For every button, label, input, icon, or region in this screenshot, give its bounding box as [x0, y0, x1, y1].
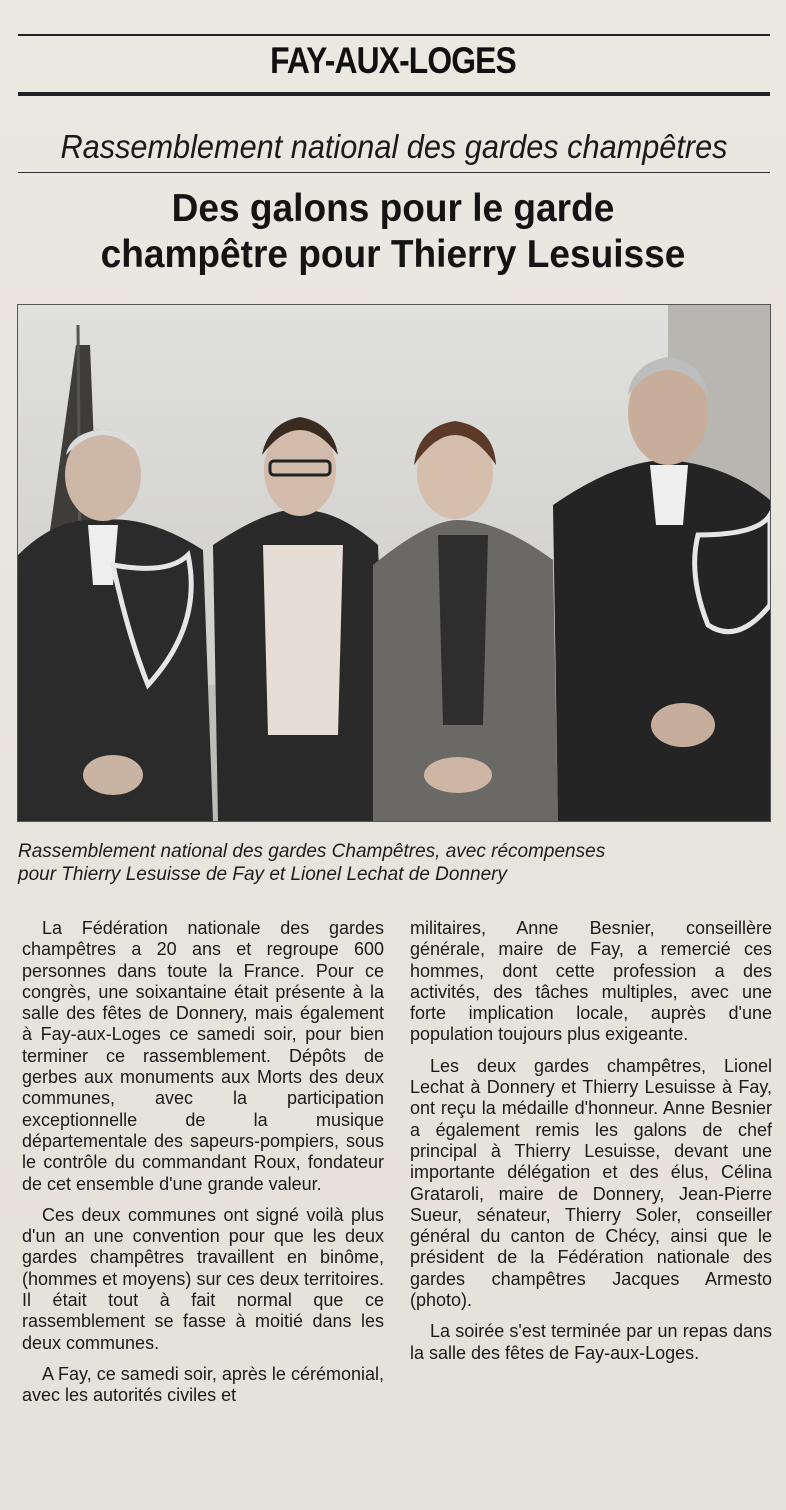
article-column-2: [410, 918, 772, 1374]
paragraph: Ces deux communes ont signé voilà plus d'un an une convention pour que les deux gardes champêtres travaillent en binôme, (hommes et moyens) sur ces deux territoires. Il était tout à fait normal que ce rassemblement se fasse à moitié dans les deux communes.: [22, 1204, 384, 1353]
headline-line-1: Des galons pour le garde: [171, 187, 615, 230]
section-title: FAY-AUX-LOGES: [270, 40, 516, 81]
section-rule: [18, 92, 770, 96]
kicker-rule: [18, 172, 770, 173]
headline: [14, 186, 772, 278]
caption-line-1: Rassemblement national des gardes Champêtres, avec récompenses: [18, 841, 606, 862]
caption-line-2: pour Thierry Lesuisse de Fay et Lionel Lechat de Donnery: [18, 864, 507, 885]
top-rule: [18, 34, 770, 36]
article-photo: [17, 304, 771, 822]
group-photo-icon: [18, 305, 770, 821]
kicker: Rassemblement national des gardes champêtres: [60, 128, 728, 165]
photo-caption: [18, 840, 770, 886]
headline-line-2: champêtre pour Thierry Lesuisse: [100, 233, 686, 276]
paragraph: Les deux gardes champêtres, Lionel Lechat à Donnery et Thierry Lesuisse à Fay, ont reçu la médaille d'honneur. Anne Besnier a également remis les galons de chef principal à Thierry Lesuisse, devant une importante délégation et des élus, Célina Grataroli, maire de Donnery, Jean-Pierre Sueur, sénateur, Thierry Soler, conseiller général du canton de Chécy, ainsi que le président de la Fédération nationale des gardes champêtres Jacques Armesto (photo).: [410, 1055, 772, 1311]
article-column-1: [22, 918, 384, 1417]
paragraph: militaires, Anne Besnier, conseillère générale, maire de Fay, a remercié ces hommes, dont cette profession a des activités, des tâches multiples, avec une forte implication locale, auprès d'une population toujours plus exigeante.: [410, 918, 772, 1045]
paragraph: La soirée s'est terminée par un repas dans la salle des fêtes de Fay-aux-Loges.: [410, 1321, 772, 1363]
paragraph: A Fay, ce samedi soir, après le cérémonial, avec les autorités civiles et: [22, 1363, 384, 1406]
paragraph: La Fédération nationale des gardes champêtres a 20 ans et regroupe 600 personnes dans toute la France. Pour ce congrès, une soixantaine était présente à la salle des fêtes de Donnery, mais également à Fay-aux-Loges ce samedi soir, pour bien terminer ce rassemblement. Dépôts de gerbes aux monuments aux Morts des deux communes, avec la participation exceptionnelle de la musique départementale des sapeurs-pompiers, sous le contrôle du commandant Roux, fondateur de cet ensemble d'une grande valeur.: [22, 918, 384, 1194]
